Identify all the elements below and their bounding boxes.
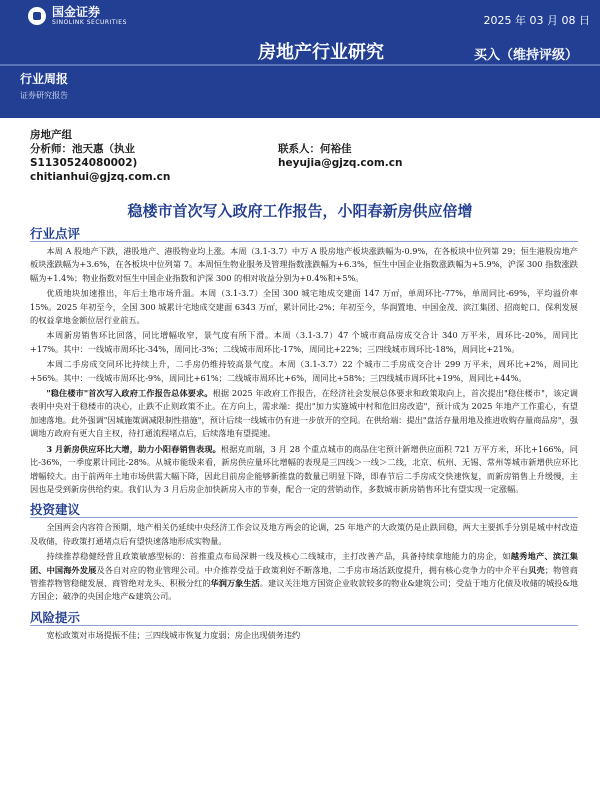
section-title-risk: 风险提示 (30, 608, 578, 626)
contact-block (278, 142, 403, 170)
advice-text-e: ；物管商管推荐物管稳健发展、商管绝对龙头、积极分红的 (30, 564, 578, 588)
paragraph-advice-1: 全国两会内容符合预期，地产相关仍延续中央经济工作会议及地方两会的论调，25 年地产的大政策仍是止跌回稳，两大主要抓手分别是城中村改造及收储，待政策打通堵点后有望快速落地形成实物量。 (30, 522, 578, 546)
paragraph-supply (30, 443, 578, 497)
logo-emblem-icon (28, 7, 46, 25)
policy-lead: "稳住楼市"首次写入政府工作报告总体要求。 (46, 388, 213, 399)
headline: 稳楼市首次写入政府工作报告，小阳春新房供应倍增 (127, 202, 473, 220)
brand-logo (28, 6, 127, 26)
paragraph-market: 本周 A 股地产下跌，港股地产、港股物业均上涨。本周（3.1-3.7）中万 A 股房地产板块涨跌幅为-0.9%，在各板块中位列第 29；恒生港股房地产板块涨跌幅为+3.6%，在各板块中位列第 7。本周恒生物业服务及管理指数涨跌幅为+6.3%，恒生中国企业指数涨跌幅为+5.9%，沪深 300 指数涨跌幅为+1.4%；物业指数对恒生中国企业指数和沪深 300 的相对收益分别为+0.4%和+5%。 (30, 246, 578, 283)
advice-picks-developers: 越秀地产、滨江集团、中国海外发展 (30, 551, 578, 575)
report-type: 行业周报 (20, 72, 69, 86)
advice-text-a: 持续推荐稳健经营且政策敏感型标的：首推重点布局深耕一线及核心二线城市，主打改善产品，具备持续拿地能力的房企，如 (46, 551, 511, 562)
advice-pick-beike: 贝壳 (528, 564, 545, 575)
paragraph-advice-2 (30, 550, 578, 604)
contact-email: heyujia@gjzq.com.cn (278, 157, 403, 169)
advice-pick-crmixc: 华润万象生活 (210, 577, 260, 588)
supply-lead: 3 月新房供应环比大增，助力小阳春销售表现。 (46, 443, 221, 454)
paragraph-land: 优质地块加速推出，年后土地市场升温。本周（3.1-3.7）全国 300 城宅地成交建面 147 万㎡，单周环比-77%，单周同比-69%，平均溢价率 15%。2025 年初至今，全国 300 城累计宅地成交建面 6343 万㎡，累计同比-2%；年初至今，华润置地、中国金茂、滨江集团、招商蛇口、保利发展的权益拿地金额位居行业前五。 (30, 288, 578, 326)
section-title-review: 行业点评 (30, 224, 578, 242)
advice-text-c: 及各自对应的物业管理公司。中介推荐受益于政策利好不断落地，二手房市场活跃度提升，拥有核心竞争力的中介平台 (96, 564, 529, 575)
section-industry-review (30, 224, 578, 644)
logo-chinese-name: 国金证券 (52, 5, 101, 19)
header-band (0, 0, 600, 118)
logo-english-name: SINOLINK SECURITIES (52, 19, 127, 26)
advice-text-g: 。建议关注地方国资企业收款较多的物业&建筑公司；受益于地方化债及收储的城投&地方国企；破净的央国企地产&建筑公司。 (30, 577, 578, 602)
analyst-block (30, 128, 170, 184)
report-date: 2025 年 03 月 08 日 (483, 14, 590, 27)
contact-name: 联系人：何裕佳 (278, 143, 352, 155)
policy-body: 根据 2025 年政府工作报告，在经济社会发展总体要求和政策取向上，首次提出"稳住楼市"，该定调表明中央对于稳楼市的决心，止跌不止则政策不止。在方向上，需求端：提出"加力实施城中村和危旧房改造"，预计成为 2025 年地产工作重心，有望加速落地。此外强调"因城施策调减限制性措施"，预计后续一线城市仍有进一步放开的空间。在供给端：提出"盘活存量用地及推进收购存量商品房"，强调地方政府有更大自主权，待打通流程堵点后，后续落地有望提速。 (30, 388, 578, 439)
supply-body: 根据克而瑞，3 月 28 个重点城市的商品住宅预计新增供应面积 721 万平方米，环比+166%，同比-36%，一季度累计同比-28%。从城市能级来看，新房供应量环比增幅的表现是三四线＞一线＞二线，北京、杭州、无锡、常州等城市新增供应环比增幅较大。由于前两年土地市场供需大幅下降，因此目前房企能够新推盘的数量已明显下降，即春节后二手房成交快速恢复，而新房销售上升缓慢，主因也是受到新房供给约束。我们认为 3 月后房企加快新房入市的节奏，配合一定的营销动作，多数城市新房销售环比有望实现一定涨幅。 (30, 443, 578, 494)
analyst-name: 分析师：池天惠（执业 (30, 143, 135, 155)
analyst-license: S1130524080002) (30, 157, 138, 169)
rating-badge: 买入（维持评级） (473, 48, 578, 63)
paragraph-second-hand: 本周二手房成交同环比持续上升，二手房仍维持较高景气度。本周（3.1-3.7）22 个城市二手房成交合计 299 万平米，周环比+2%，周同比+56%。其中：一线城市周环比-9%，周同比+61%；二线城市周环比+6%，周同比+58%；三四线城市周环比+19%，周同比+44%。 (30, 359, 578, 383)
analyst-group: 房地产组 (30, 129, 72, 141)
paragraph-risk: 宽松政策对市场提振不佳；三四线城市恢复力度弱；房企出现债务违约 (46, 629, 301, 640)
report-title: 房地产行业研究 (258, 42, 384, 63)
header-divider (0, 64, 600, 66)
paragraph-policy (30, 387, 578, 441)
paragraph-new-homes: 本周新房销售环比回落，同比增幅收窄，景气度有所下滑。本周（3.1-3.7）47 个城市商品房成交合计 340 万平米，周环比-20%，周同比+17%。其中：一线城市周环比-34%，周同比-3%；二线城市周环比-17%，周同比+22%；三四线城市周环比-18%，周同比+21%。 (30, 330, 578, 354)
analyst-email: chitianhui@gjzq.com.cn (30, 171, 171, 183)
report-subtitle: 证券研究报告 (20, 91, 68, 100)
section-title-advice: 投资建议 (30, 500, 578, 518)
